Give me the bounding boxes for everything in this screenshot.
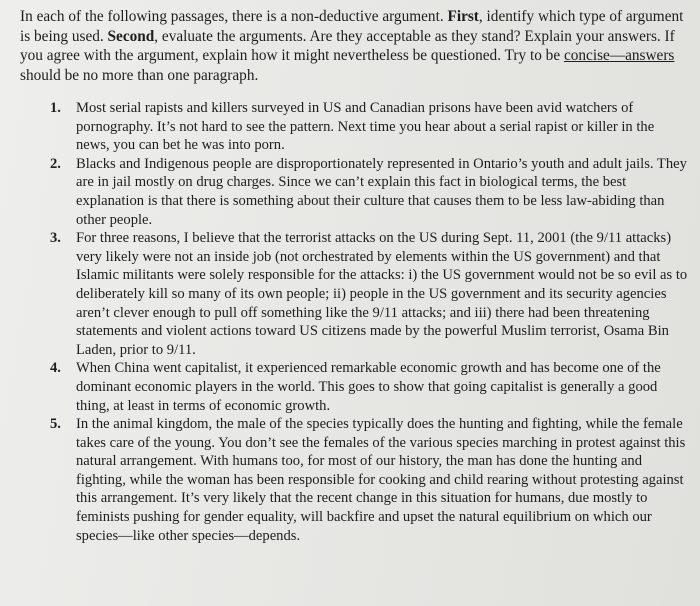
- em-dash: —: [609, 47, 626, 64]
- passage-number: 4.: [50, 360, 61, 377]
- intro-text-3: , evaluate the arguments. Are they acceptable as they stand? Explain your answers. If you agree with the argument, explain how it might nevertheless be questioned. Try to be: [20, 27, 675, 64]
- intro-text-1: In each of the following passages, there is a non-deductive argument.: [20, 8, 448, 25]
- passage-item-4: [50, 359, 690, 415]
- intro-text-4: should be no more than one paragraph.: [20, 66, 259, 84]
- passage-number: 5.: [50, 416, 61, 433]
- second-label: Second: [107, 27, 155, 45]
- instructions-paragraph: [20, 7, 690, 85]
- passage-item-2: [50, 155, 690, 229]
- passage-number: 1.: [50, 100, 61, 116]
- passage-number: 2.: [50, 155, 61, 172]
- passage-item-3: [50, 229, 690, 359]
- passage-list: [20, 99, 690, 545]
- passage-item-5: [50, 415, 690, 545]
- passage-item-1: [50, 99, 690, 155]
- passage-text: Blacks and Indigenous people are disproportionately represented in Ontario’s youth and adult jails. They are in jail mostly on drug charges. Since we can’t explain this fact in biological terms, the best explanation is that there is something about their culture that causes them to be less law-abiding than other people.: [76, 155, 687, 228]
- passage-number: 3.: [50, 230, 61, 247]
- first-label: First: [447, 8, 479, 25]
- answers-word: answers: [625, 47, 675, 64]
- passage-text: In the animal kingdom, the male of the species typically does the hunting and fighting, while the female takes care of the young. You don’t see the females of the various species marching in protest against this natural arrangement. With humans too, for most of our history, the man has done the hunting and fighting, while the woman has been responsible for cooking and child rearing without protesting against this arrangement. It’s very likely that the recent change in this situation for humans, due mostly to feminists pushing for gender equality, will backfire and upset the natural equilibrium on which our species—like other species—depends.: [76, 416, 686, 544]
- passage-text: When China went capitalist, it experienced remarkable economic growth and has become one of the dominant economic players in the world. This goes to show that going capitalist is generally a good thing, at least in terms of economic growth.: [76, 360, 661, 414]
- passage-text: Most serial rapists and killers surveyed in US and Canadian prisons have been avid watchers of pornography. It’s not hard to see the pattern. Next time you hear about a serial rapist or killer in the news, you can bet he was into porn.: [76, 100, 655, 154]
- intro-text-2: , identify which type of argument is being used.: [20, 8, 684, 45]
- passage-text: For three reasons, I believe that the terrorist attacks on the US during Sept. 11, 2001 (the 9/11 attacks) very likely were not an inside job (not orchestrated by elements within the US government) and that Islamic militants were solely responsible for the attacks: i) the US government would not be so evil as to deliberately kill so many of its own people; ii) people in the US government and its security agencies aren’t clever enough to pull off something like the 9/11 attacks; and iii) there had been threatening statements and violent actions toward US citizens made by the powerful Muslim terrorist, Osama Bin Laden, prior to 9/11.: [76, 230, 688, 358]
- concise-word: concise: [563, 47, 610, 64]
